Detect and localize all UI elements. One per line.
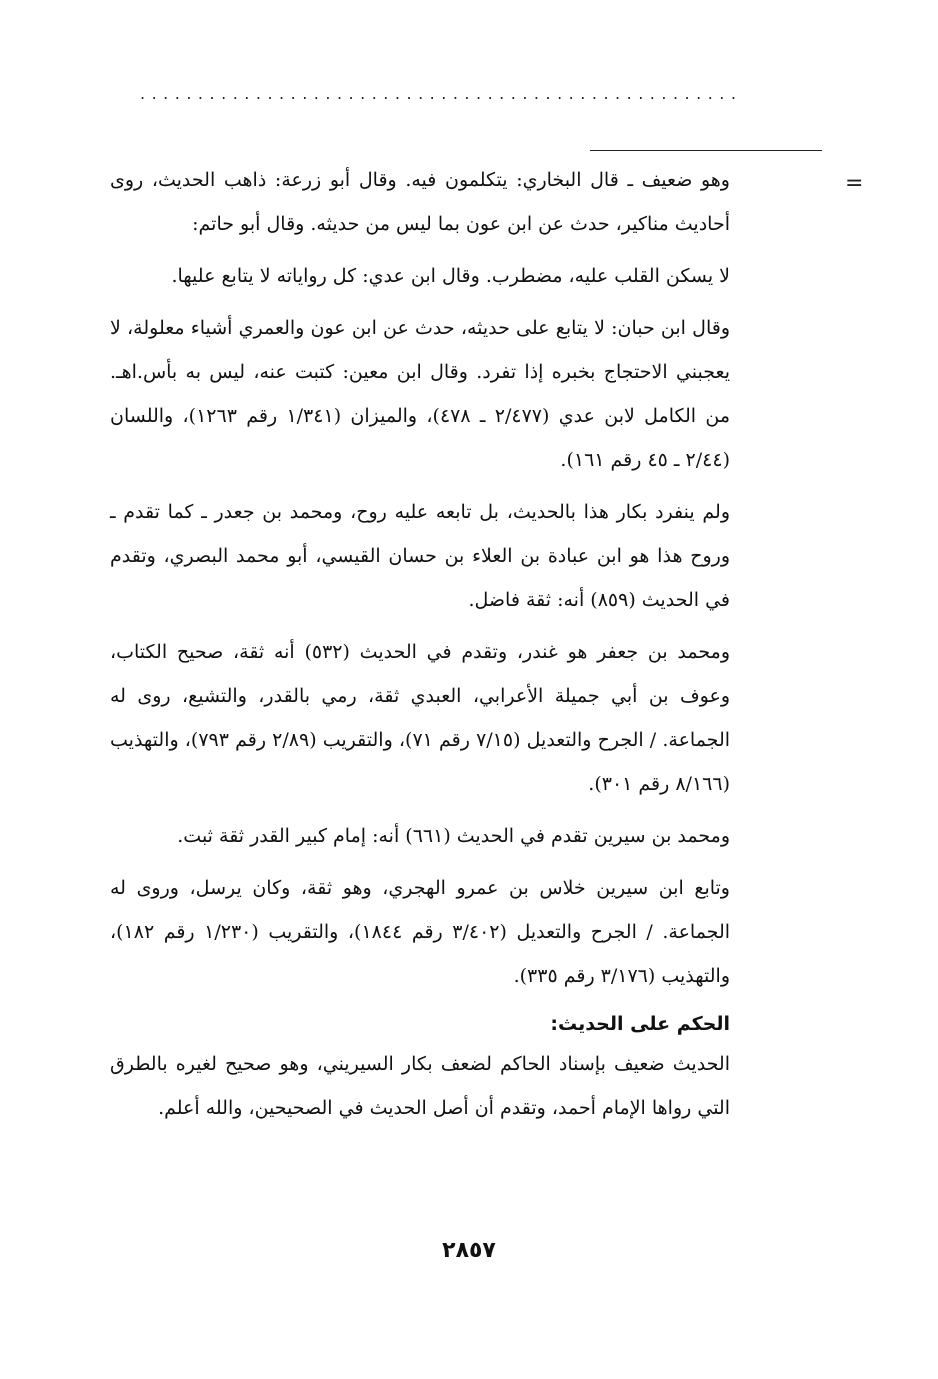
- page-number: ٢٨٥٧: [442, 1238, 496, 1263]
- paragraph-1: وهو ضعيف ـ قال البخاري: يتكلمون فيه. وقال أبو زرعة: ذاهب الحديث، روى أحاديث مناكير، حدث عن ابن عون بما ليس من حديثه. وقال أبو حاتم:: [110, 169, 730, 235]
- paragraph-2: لا يسكن القلب عليه، مضطرب. وقال ابن عدي: كل رواياته لا يتابع عليها.: [171, 265, 730, 287]
- paragraph-5: ومحمد بن جعفر هو غندر، وتقدم في الحديث (٥٣٢) أنه ثقة، صحيح الكتاب، وعوف بن أبي جميلة الأعرابي، العبدي ثقة، رمي بالقدر، والتشيع، روى له الجماعة. / الجرح والتعديل (٧/١٥ رقم ٧١)، والتقريب (٢/٨٩ رقم ٧٩٣)، والتهذيب (٨/١٦٦ رقم ٣٠١).: [110, 641, 731, 795]
- top-dotted-line: ....................................................: [140, 84, 743, 103]
- ruling-text: الحديث ضعيف بإسناد الحاكم لضعف بكار السيريني، وهو صحيح لغيره بالطرق التي رواها الإمام أحمد، وتقدم أن أصل الحديث في الصحيحين، والله أعلم.: [110, 1053, 730, 1119]
- continuation-mark: =: [845, 171, 864, 196]
- paragraph-3: وقال ابن حبان: لا يتابع على حديثه، حدث عن ابن عون والعمري أشياء معلولة، لا يعجبني الاحتجاج بخبره إذا تفرد. وقال ابن معين: كتبت عنه، ليس به بأس.اهـ. من الكامل لابن عدي (٢/٤٧٧ ـ ٤٧٨)، والميزان (١/٣٤١ رقم ١٢٦٣)، واللسان (٢/٤٤ ـ ٤٥ رقم ١٦١).: [110, 317, 731, 471]
- paragraph-7: وتابع ابن سيرين خلاس بن عمرو الهجري، وهو ثقة، وكان يرسل، وروى له الجماعة. / الجرح والتعديل (٣/٤٠٢ رقم ١٨٤٤)، والتقريب (١/٢٣٠ رقم ١٨٢)، والتهذيب (٣/١٧٦ رقم ٣٣٥).: [110, 877, 731, 987]
- paragraph-4: ولم ينفرد بكار هذا بالحديث، بل تابعه عليه روح، ومحمد بن جعدر ـ كما تقدم ـ وروح هذا هو ابن عبادة بن العلاء بن حسان القيسي، أبو محمد البصري، وتقدم في الحديث (٨٥٩) أنه: ثقة فاضل.: [110, 501, 730, 611]
- footnote-separator-rule: [590, 150, 822, 151]
- paragraph-6: ومحمد بن سيرين تقدم في الحديث (٦٦١) أنه: إمام كبير القدر ثقة ثبت.: [177, 825, 730, 847]
- footnote-body: [110, 158, 730, 1138]
- ruling-heading: الحكم على الحديث:: [550, 1013, 730, 1035]
